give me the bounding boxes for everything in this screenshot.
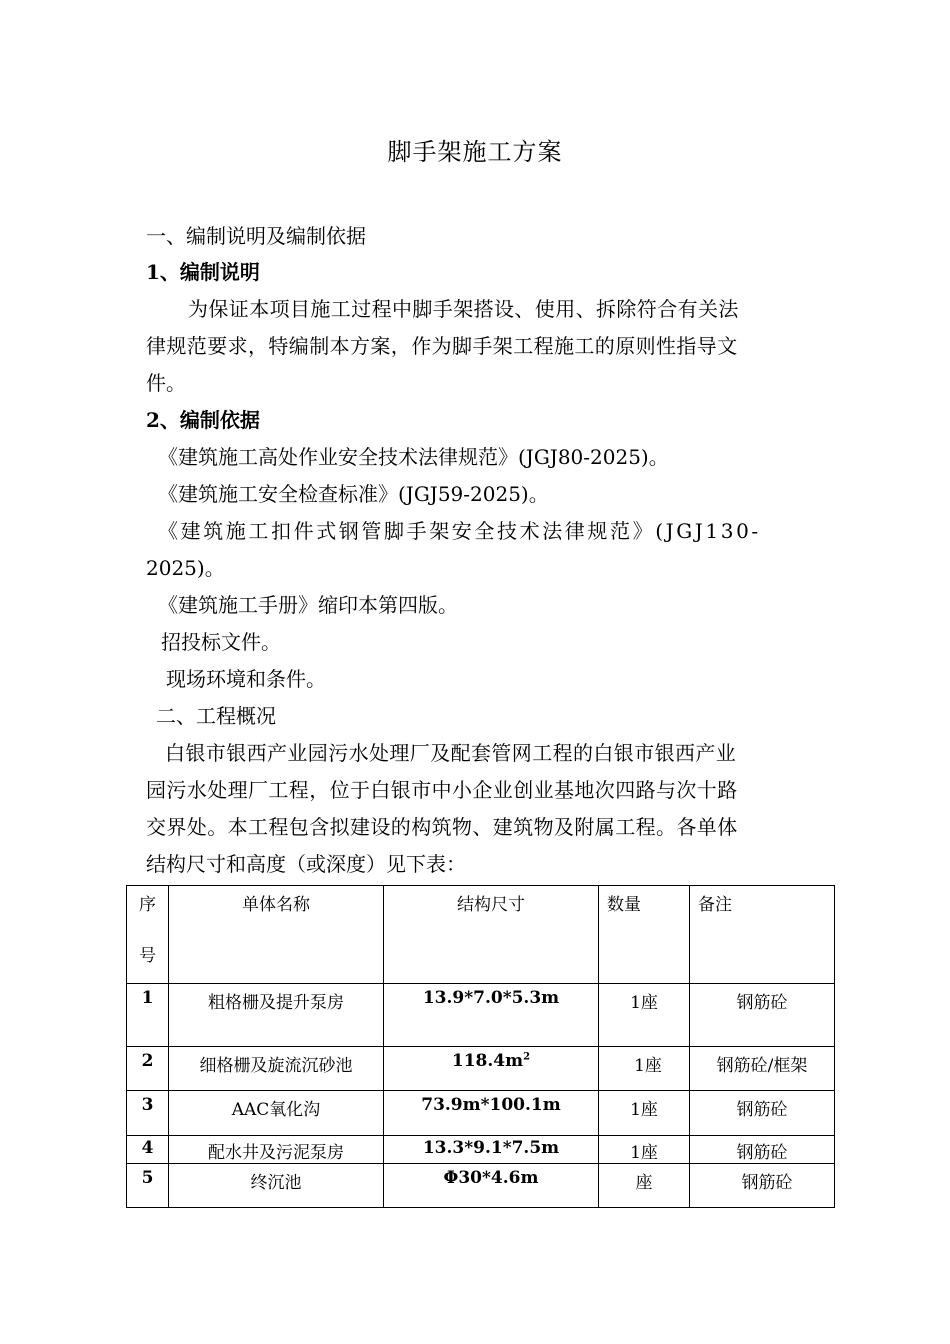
row-name: 细格栅及旋流沉砂池 [169, 1047, 384, 1091]
row-qty: 1座 [599, 1136, 690, 1164]
row-note: 钢筋砼 [690, 1091, 835, 1136]
header-name: 单体名称 [169, 886, 384, 984]
row-size-value: 118.4m [451, 1051, 524, 1071]
section2-heading: 二、工程概况 [156, 704, 276, 728]
header-seq-top: 序 [139, 895, 156, 915]
row-qty: 1座 [599, 1091, 690, 1136]
row-name: 粗格栅及提升泵房 [169, 984, 384, 1047]
paragraph-2-line-1: 白银市银西产业园污水处理厂及配套管网工程的白银市银西产业 [165, 741, 737, 765]
row-name: 终沉池 [169, 1164, 384, 1208]
table-header-row [127, 886, 835, 984]
reference-item: 现场环境和条件。 [166, 667, 326, 691]
paragraph-2-line-3: 交界处。本工程包含拟建设的构筑物、建筑物及附属工程。各单体 [146, 815, 738, 839]
table-row [127, 1164, 835, 1208]
reference-item: 《建筑施工高处作业安全技术法律规范》(JGJ80-2025)。 [158, 445, 669, 469]
paragraph-1-line-3: 件。 [146, 371, 186, 395]
row-qty: 1座 [599, 984, 690, 1047]
reference-item: 招投标文件。 [161, 630, 281, 654]
row-size: 13.3*9.1*7.5m [384, 1136, 599, 1164]
structure-table [126, 885, 835, 1208]
document-title: 脚手架施工方案 [387, 138, 563, 166]
table-row [127, 1136, 835, 1164]
header-note: 备注 [690, 886, 835, 984]
header-seq-bottom: 号 [139, 946, 156, 966]
row-size: 13.9*7.0*5.3m [384, 984, 599, 1047]
row-qty: 1座 [599, 1047, 690, 1091]
row-size [384, 1047, 599, 1091]
row-seq: 2 [127, 1047, 169, 1091]
subsection-1-heading: 1、编制说明 [146, 260, 260, 284]
row-size: 73.9m*100.1m [384, 1091, 599, 1136]
row-name: AAC氧化沟 [169, 1091, 384, 1136]
row-size: Φ30*4.6m [384, 1164, 599, 1208]
header-qty: 数量 [599, 886, 690, 984]
reference-item: 《建筑施工手册》缩印本第四版。 [158, 593, 458, 617]
section1-heading: 一、编制说明及编制依据 [146, 224, 366, 248]
paragraph-2-line-4: 结构尺寸和高度（或深度）见下表： [146, 852, 466, 876]
row-note: 钢筋砼 [690, 1136, 835, 1164]
row-seq: 1 [127, 984, 169, 1047]
row-note: 钢筋砼 [690, 984, 835, 1047]
row-qty: 座 [599, 1164, 690, 1208]
reference-item: 《建筑施工安全检查标准》(JGJ59-2025)。 [158, 482, 549, 506]
row-note: 钢筋砼/框架 [690, 1047, 835, 1091]
row-seq: 5 [127, 1164, 169, 1208]
header-seq [127, 886, 169, 984]
row-name: 配水井及污泥泵房 [169, 1136, 384, 1164]
table-row [127, 1047, 835, 1091]
reference-item-continuation: 2025)。 [146, 556, 225, 580]
subsection-2-heading: 2、编制依据 [146, 408, 260, 432]
row-size-superscript: 2 [523, 1051, 531, 1063]
row-note: 钢筋砼 [690, 1164, 835, 1208]
header-size: 结构尺寸 [384, 886, 599, 984]
row-seq: 4 [127, 1136, 169, 1164]
table-row [127, 984, 835, 1047]
paragraph-1-line-2: 律规范要求，特编制本方案，作为脚手架工程施工的原则性指导文 [146, 334, 738, 358]
paragraph-2-line-2: 园污水处理厂工程，位于白银市中小企业创业基地次四路与次十路 [146, 778, 738, 802]
row-seq: 3 [127, 1091, 169, 1136]
table-row [127, 1091, 835, 1136]
paragraph-1-line-1: 为保证本项目施工过程中脚手架搭设、使用、拆除符合有关法 [188, 297, 739, 321]
reference-item: 《建筑施工扣件式钢管脚手架安全技术法律规范》(JGJ130- [158, 519, 761, 543]
